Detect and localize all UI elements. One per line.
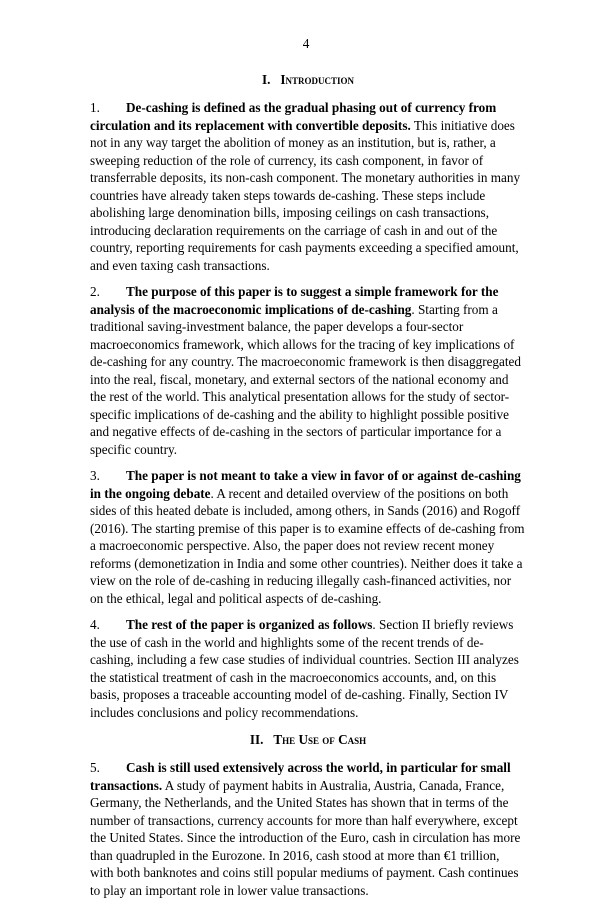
paragraph-1: [90, 99, 526, 274]
paragraph-2: [90, 283, 526, 458]
paragraph-lead: The purpose of this paper is to suggest a simple framework for the analysis of the macroeconomic implications of de-cashing: [90, 284, 499, 317]
section-title: The Use of Cash: [273, 732, 367, 747]
paragraph-lead: The rest of the paper is organized as follows: [126, 617, 373, 632]
paragraph-lead: Cash is still used extensively across the world, in particular for small transactions.: [90, 760, 511, 793]
paragraph-number: 5.: [90, 760, 100, 775]
paragraph-4: [90, 616, 526, 721]
section-heading-use-of-cash: [90, 730, 526, 749]
paragraph-body: A study of payment habits in Australia, Austria, Canada, France, Germany, the Netherlands, and the United States has shown that in terms of the number of transactions, currency accounts for more than half everywhere, except the United States. Since the introduction of the Euro, cash in circulation has more than quadrupled in the Eurozone. In 2016, cash stood at more than €1 trillion, with both banknotes and coins still popular mediums of payment. Cash continues to play an important role in lower value transactions.: [90, 777, 521, 898]
paragraph-body: . Starting from a traditional saving-investment balance, the paper develops a four-sector macroeconomics framework, which allows for the tracing of key implications of de-cashing for any country. The macroeconomic framework is then disaggregated into the real, fiscal, monetary, and external sectors of the national economy and the rest of the world. This analytical presentation allows for the study of sector-specific implications of de-cashing and the ability to highlight possible positive and negative effects of de-cashing in the sectors of particular importance for a specific country.: [90, 301, 521, 457]
section-title: Introduction: [280, 72, 354, 87]
paragraph-number: 1.: [90, 100, 100, 115]
paragraph-number: 3.: [90, 468, 100, 483]
paragraph-body: This initiative does not in any way target the abolition of money as an institution, but is, rather, a sweeping reduction of the role of currency, its cash component, in favor of transferrable deposits, its non-cash component. The monetary authorities in many countries have already taken steps towards de-cashing. These steps include abolishing large denomination bills, imposing ceilings on cash transactions, introducing declaration requirements on the carriage of cash in and out of the country, reporting requirements for cash payments exceeding a specified amount, and even taxing cash transactions.: [90, 117, 521, 273]
paragraph-number: 2.: [90, 284, 100, 299]
paragraph-number: 4.: [90, 617, 100, 632]
paragraph-lead: The paper is not meant to take a view in favor of or against de-cashing in the ongoing debate: [90, 468, 521, 501]
paragraph-5: [90, 759, 526, 899]
paragraph-body: . A recent and detailed overview of the positions on both sides of this heated debate is included, among others, in Sands (2016) and Rogoff (2016). The starting premise of this paper is to examine effects of de-cashing from a macroeconomic perspective. Also, the paper does not review recent money reforms (demonetization in India and some other countries). Neither does it take a view on the role of de-cashing in reducing illegally cash-financed activities, nor on the ethical, legal and political aspects of de-cashing.: [90, 485, 525, 606]
page-body: [90, 68, 526, 908]
paragraph-3: [90, 467, 526, 607]
section-heading-introduction: [90, 70, 526, 89]
paragraph-lead: De-cashing is defined as the gradual phasing out of currency from circulation and its replacement with convertible deposits.: [90, 100, 497, 133]
page-number: 4: [302, 36, 310, 51]
section-numeral: II.: [249, 732, 264, 747]
section-numeral: I.: [262, 72, 271, 87]
paragraph-body: . Section II briefly reviews the use of cash in the world and highlights some of the recent trends of de-cashing, including a few case studies of individual countries. Section III analyzes the statistical treatment of cash in the macroeconomics accounts, and, on this basis, proposes a traceable accounting model of de-cashing. Finally, Section IV includes conclusions and policy recommendations.: [90, 617, 519, 720]
